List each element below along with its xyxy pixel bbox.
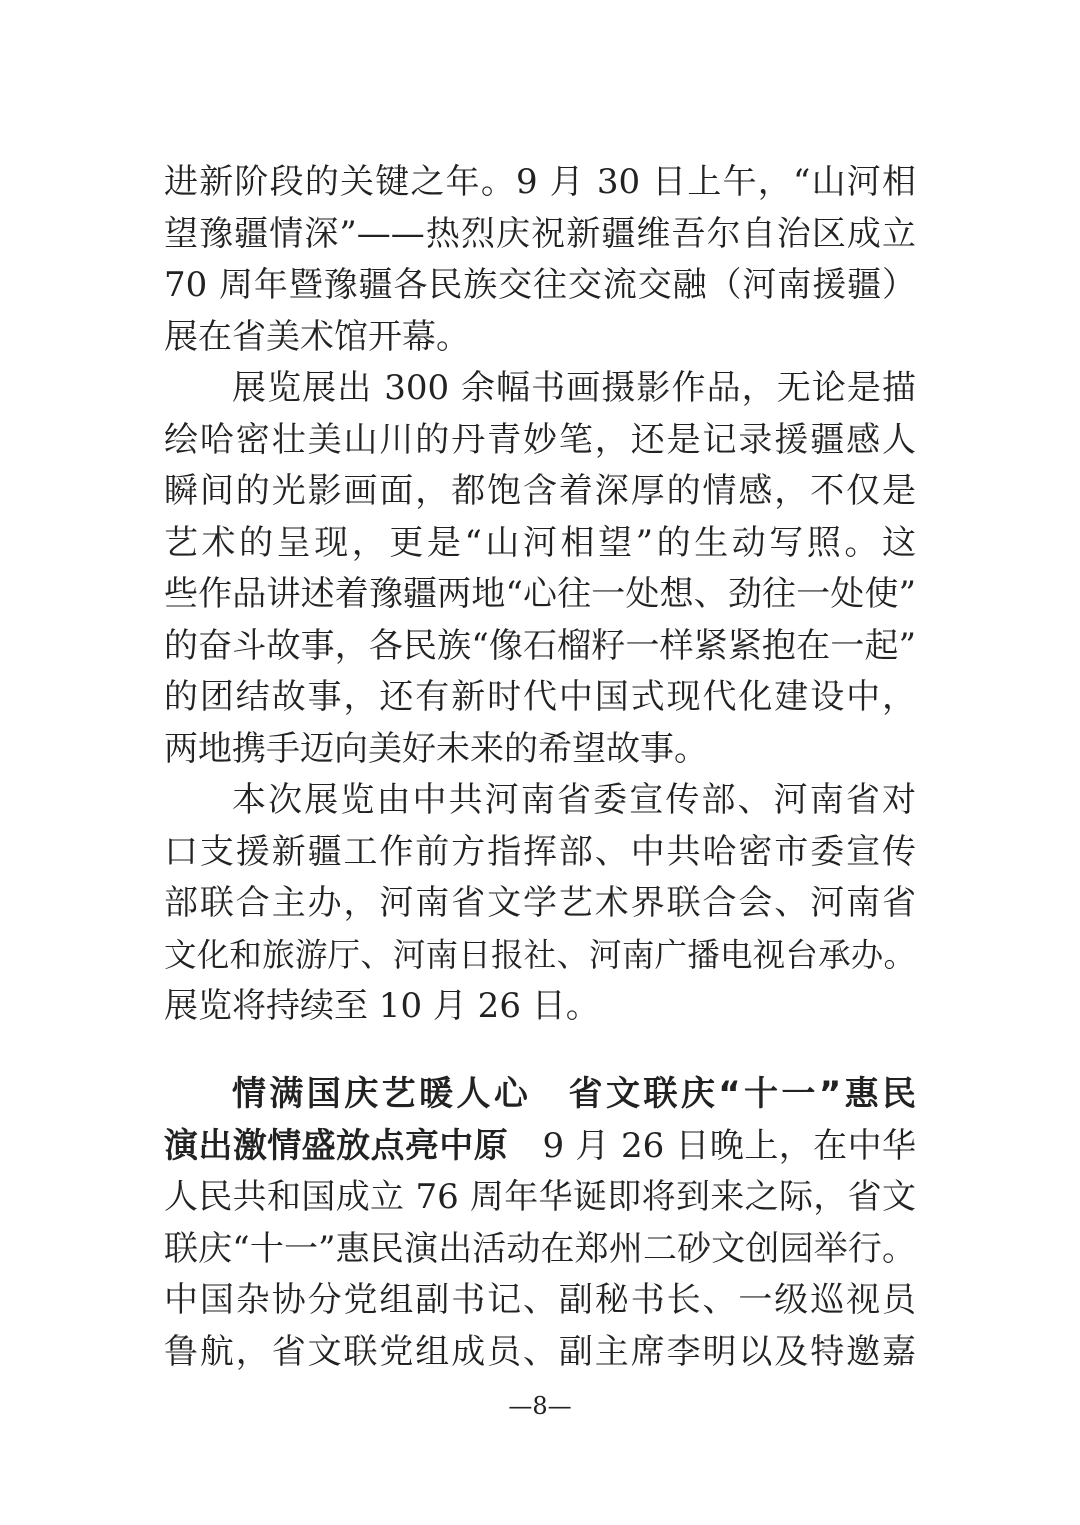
text-line: 鲁航，省文联党组成员、副主席李明以及特邀嘉 — [164, 1331, 916, 1372]
body-text — [164, 157, 916, 1033]
news-headline-continued: 演出激情盛放点亮中原 — [164, 1125, 509, 1166]
text-line: 的奋斗故事，各民族“像石榴籽一样紧紧抱在一起” — [164, 625, 916, 666]
text-line: 望豫疆情深”——热烈庆祝新疆维吾尔自治区成立 — [164, 213, 916, 254]
news-lead-text: 9 月 26 日晚上，在中华 — [508, 1125, 917, 1166]
text-line: 口支援新疆工作前方指挥部、中共哈密市委宣传 — [164, 831, 916, 872]
news-headline: 情满国庆艺暖人心 省文联庆“十一”惠民 — [232, 1074, 916, 1114]
text-line: 展览展出 300 余幅书画摄影作品，无论是描 — [232, 368, 916, 408]
text-line: 人民共和国成立 76 周年华诞即将到来之际，省文 — [164, 1177, 916, 1217]
text-line: 两地携手迈向美好未来的希望故事。 — [164, 728, 708, 769]
text-line: 展在省美术馆开幕。 — [164, 316, 470, 357]
text-line — [164, 1121, 916, 1173]
text-line: 的团结故事，还有新时代中国式现代化建设中， — [164, 677, 916, 717]
text-line: 展览将持续至 10 月 26 日。 — [164, 986, 600, 1026]
text-line: 部联合主办，河南省文学艺术界联合会、河南省 — [164, 883, 916, 923]
text-line: 绘哈密壮美山川的丹青妙笔，还是记录援疆感人 — [164, 419, 916, 460]
text-line: 本次展览由中共河南省委宣传部、河南省对 — [232, 780, 916, 820]
page-number: —8— — [508, 1392, 572, 1420]
news-item — [164, 1069, 916, 1378]
text-line: 联庆“十一”惠民演出活动在郑州二砂文创园举行。 — [164, 1228, 916, 1269]
text-line: 进新阶段的关键之年。9 月 30 日上午，“山河相 — [164, 162, 916, 202]
text-line: 文化和旅游厅、河南日报社、河南广播电视台承办。 — [164, 935, 916, 974]
text-line: 些作品讲述着豫疆两地“心往一处想、劲往一处使” — [164, 574, 916, 614]
text-line: 70 周年暨豫疆各民族交往交流交融（河南援疆） — [164, 265, 916, 305]
text-line: 中国杂协分党组副书记、副秘书长、一级巡视员 — [164, 1280, 916, 1320]
text-line: 艺术的呈现，更是“山河相望”的生动写照。这 — [164, 522, 916, 563]
text-line: 瞬间的光影画面，都饱含着深厚的情感，不仅是 — [164, 471, 916, 511]
